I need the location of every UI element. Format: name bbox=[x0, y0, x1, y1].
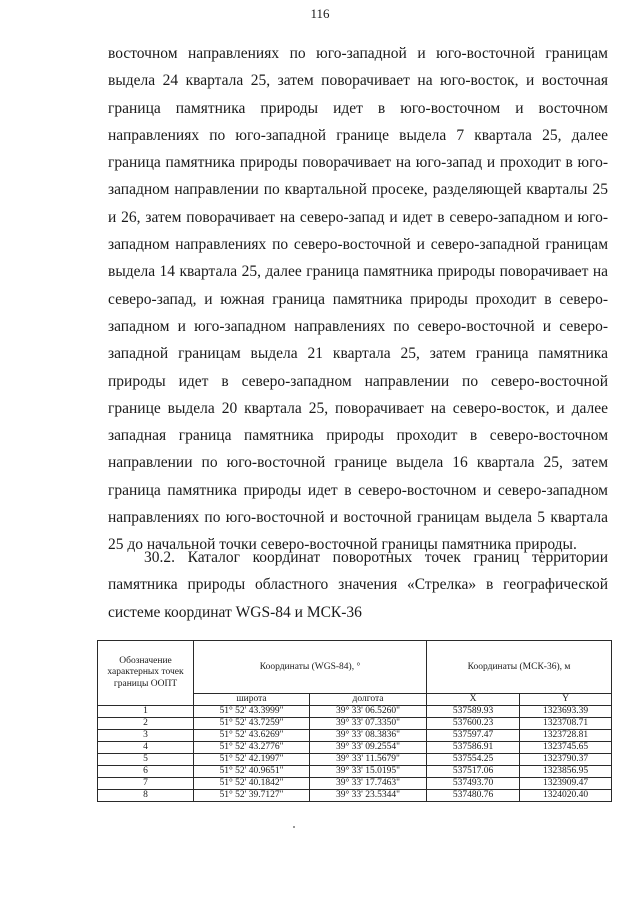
table-row bbox=[98, 778, 612, 790]
cell-latitude: 51° 52' 39.7127" bbox=[194, 790, 310, 802]
subheader-y: Y bbox=[520, 694, 612, 706]
table-row bbox=[98, 742, 612, 754]
cell-point: 2 bbox=[98, 718, 194, 730]
cell-longitude: 39° 33' 23.5344" bbox=[310, 790, 427, 802]
cell-x: 537597.47 bbox=[427, 730, 520, 742]
cell-latitude: 51° 52' 40.9651" bbox=[194, 766, 310, 778]
cell-longitude: 39° 33' 06.5260" bbox=[310, 706, 427, 718]
coordinates-table-container bbox=[97, 640, 611, 802]
cell-x: 537517.06 bbox=[427, 766, 520, 778]
body-paragraph: восточном направлениях по юго-западной и юго-восточной границам выдела 24 квартала 25, затем поворачивает на юго-восток, и восточная граница памятника природы идет в юго-восточном и восточном направлениях по юго-западной границе выдела 7 квартала 25, далее граница памятника природы поворачивает на юго-запад и проходит в юго-западном направлении по квартальной просеке, разделяющей кварталы 25 и 26, затем поворачивает на северо-запад и идет в северо-западном и юго-западном направлениях по северо-восточной и северо-западной границам выдела 14 квартала 25, далее граница памятника природы поворачивает на северо-запад, и южная граница памятника природы проходит в северо-западном и юго-западном направлениях по северо-восточной и северо-западной границам выдела 21 квартала 25, затем граница памятника природы идет в северо-западном направлении по северо-восточной границе выдела 20 квартала 25, поворачивает на северо-восток, и далее западная граница памятника природы проходит в северо-восточном направлении по юго-восточной границе выдела 16 квартала 25, затем граница памятника природы идет в северо-восточном и северо-западном направлениях по юго-восточной и восточной границам выдела 5 квартала 25 до начальной точки северо-восточной границы памятника природы. bbox=[108, 45, 608, 554]
scan-speck bbox=[293, 826, 295, 828]
cell-y: 1324020.40 bbox=[520, 790, 612, 802]
cell-point: 3 bbox=[98, 730, 194, 742]
cell-y: 1323745.65 bbox=[520, 742, 612, 754]
cell-longitude: 39° 33' 11.5679" bbox=[310, 754, 427, 766]
header-msk: Координаты (МСК-36), м bbox=[427, 641, 612, 694]
cell-latitude: 51° 52' 43.6269" bbox=[194, 730, 310, 742]
subheader-x: X bbox=[427, 694, 520, 706]
subheader-latitude: широта bbox=[194, 694, 310, 706]
cell-x: 537493.70 bbox=[427, 778, 520, 790]
cell-latitude: 51° 52' 40.1842" bbox=[194, 778, 310, 790]
cell-x: 537600.23 bbox=[427, 718, 520, 730]
cell-y: 1323790.37 bbox=[520, 754, 612, 766]
cell-x: 537554.25 bbox=[427, 754, 520, 766]
subheader-longitude: долгота bbox=[310, 694, 427, 706]
cell-latitude: 51° 52' 43.2776" bbox=[194, 742, 310, 754]
cell-y: 1323708.71 bbox=[520, 718, 612, 730]
cell-latitude: 51° 52' 42.1997" bbox=[194, 754, 310, 766]
table-row bbox=[98, 754, 612, 766]
cell-longitude: 39° 33' 17.7463" bbox=[310, 778, 427, 790]
cell-y: 1323728.81 bbox=[520, 730, 612, 742]
header-wgs: Координаты (WGS-84), ° bbox=[194, 641, 427, 694]
table-row bbox=[98, 790, 612, 802]
coordinates-table bbox=[97, 640, 612, 802]
cell-point: 7 bbox=[98, 778, 194, 790]
page-number: 116 bbox=[310, 6, 330, 21]
cell-x: 537480.76 bbox=[427, 790, 520, 802]
table-row bbox=[98, 718, 612, 730]
cell-y: 1323693.39 bbox=[520, 706, 612, 718]
cell-point: 8 bbox=[98, 790, 194, 802]
cell-x: 537589.93 bbox=[427, 706, 520, 718]
table-row bbox=[98, 706, 612, 718]
cell-longitude: 39° 33' 07.3350" bbox=[310, 718, 427, 730]
table-row bbox=[98, 730, 612, 742]
table-row bbox=[98, 766, 612, 778]
cell-y: 1323909.47 bbox=[520, 778, 612, 790]
cell-latitude: 51° 52' 43.7259" bbox=[194, 718, 310, 730]
cell-point: 1 bbox=[98, 706, 194, 718]
cell-longitude: 39° 33' 09.2554" bbox=[310, 742, 427, 754]
table-caption: 30.2. Каталог координат поворотных точек границ территории памятника природы областного значения «Стрелка» в географической системе координат WGS-84 и МСК-36 bbox=[108, 549, 608, 621]
cell-latitude: 51° 52' 43.3999" bbox=[194, 706, 310, 718]
cell-x: 537586.91 bbox=[427, 742, 520, 754]
cell-point: 5 bbox=[98, 754, 194, 766]
cell-y: 1323856.95 bbox=[520, 766, 612, 778]
cell-longitude: 39° 33' 08.3836" bbox=[310, 730, 427, 742]
cell-longitude: 39° 33' 15.0195" bbox=[310, 766, 427, 778]
cell-point: 4 bbox=[98, 742, 194, 754]
cell-point: 6 bbox=[98, 766, 194, 778]
header-points: Обозначение характерных точек границы ООПТ bbox=[98, 641, 194, 706]
